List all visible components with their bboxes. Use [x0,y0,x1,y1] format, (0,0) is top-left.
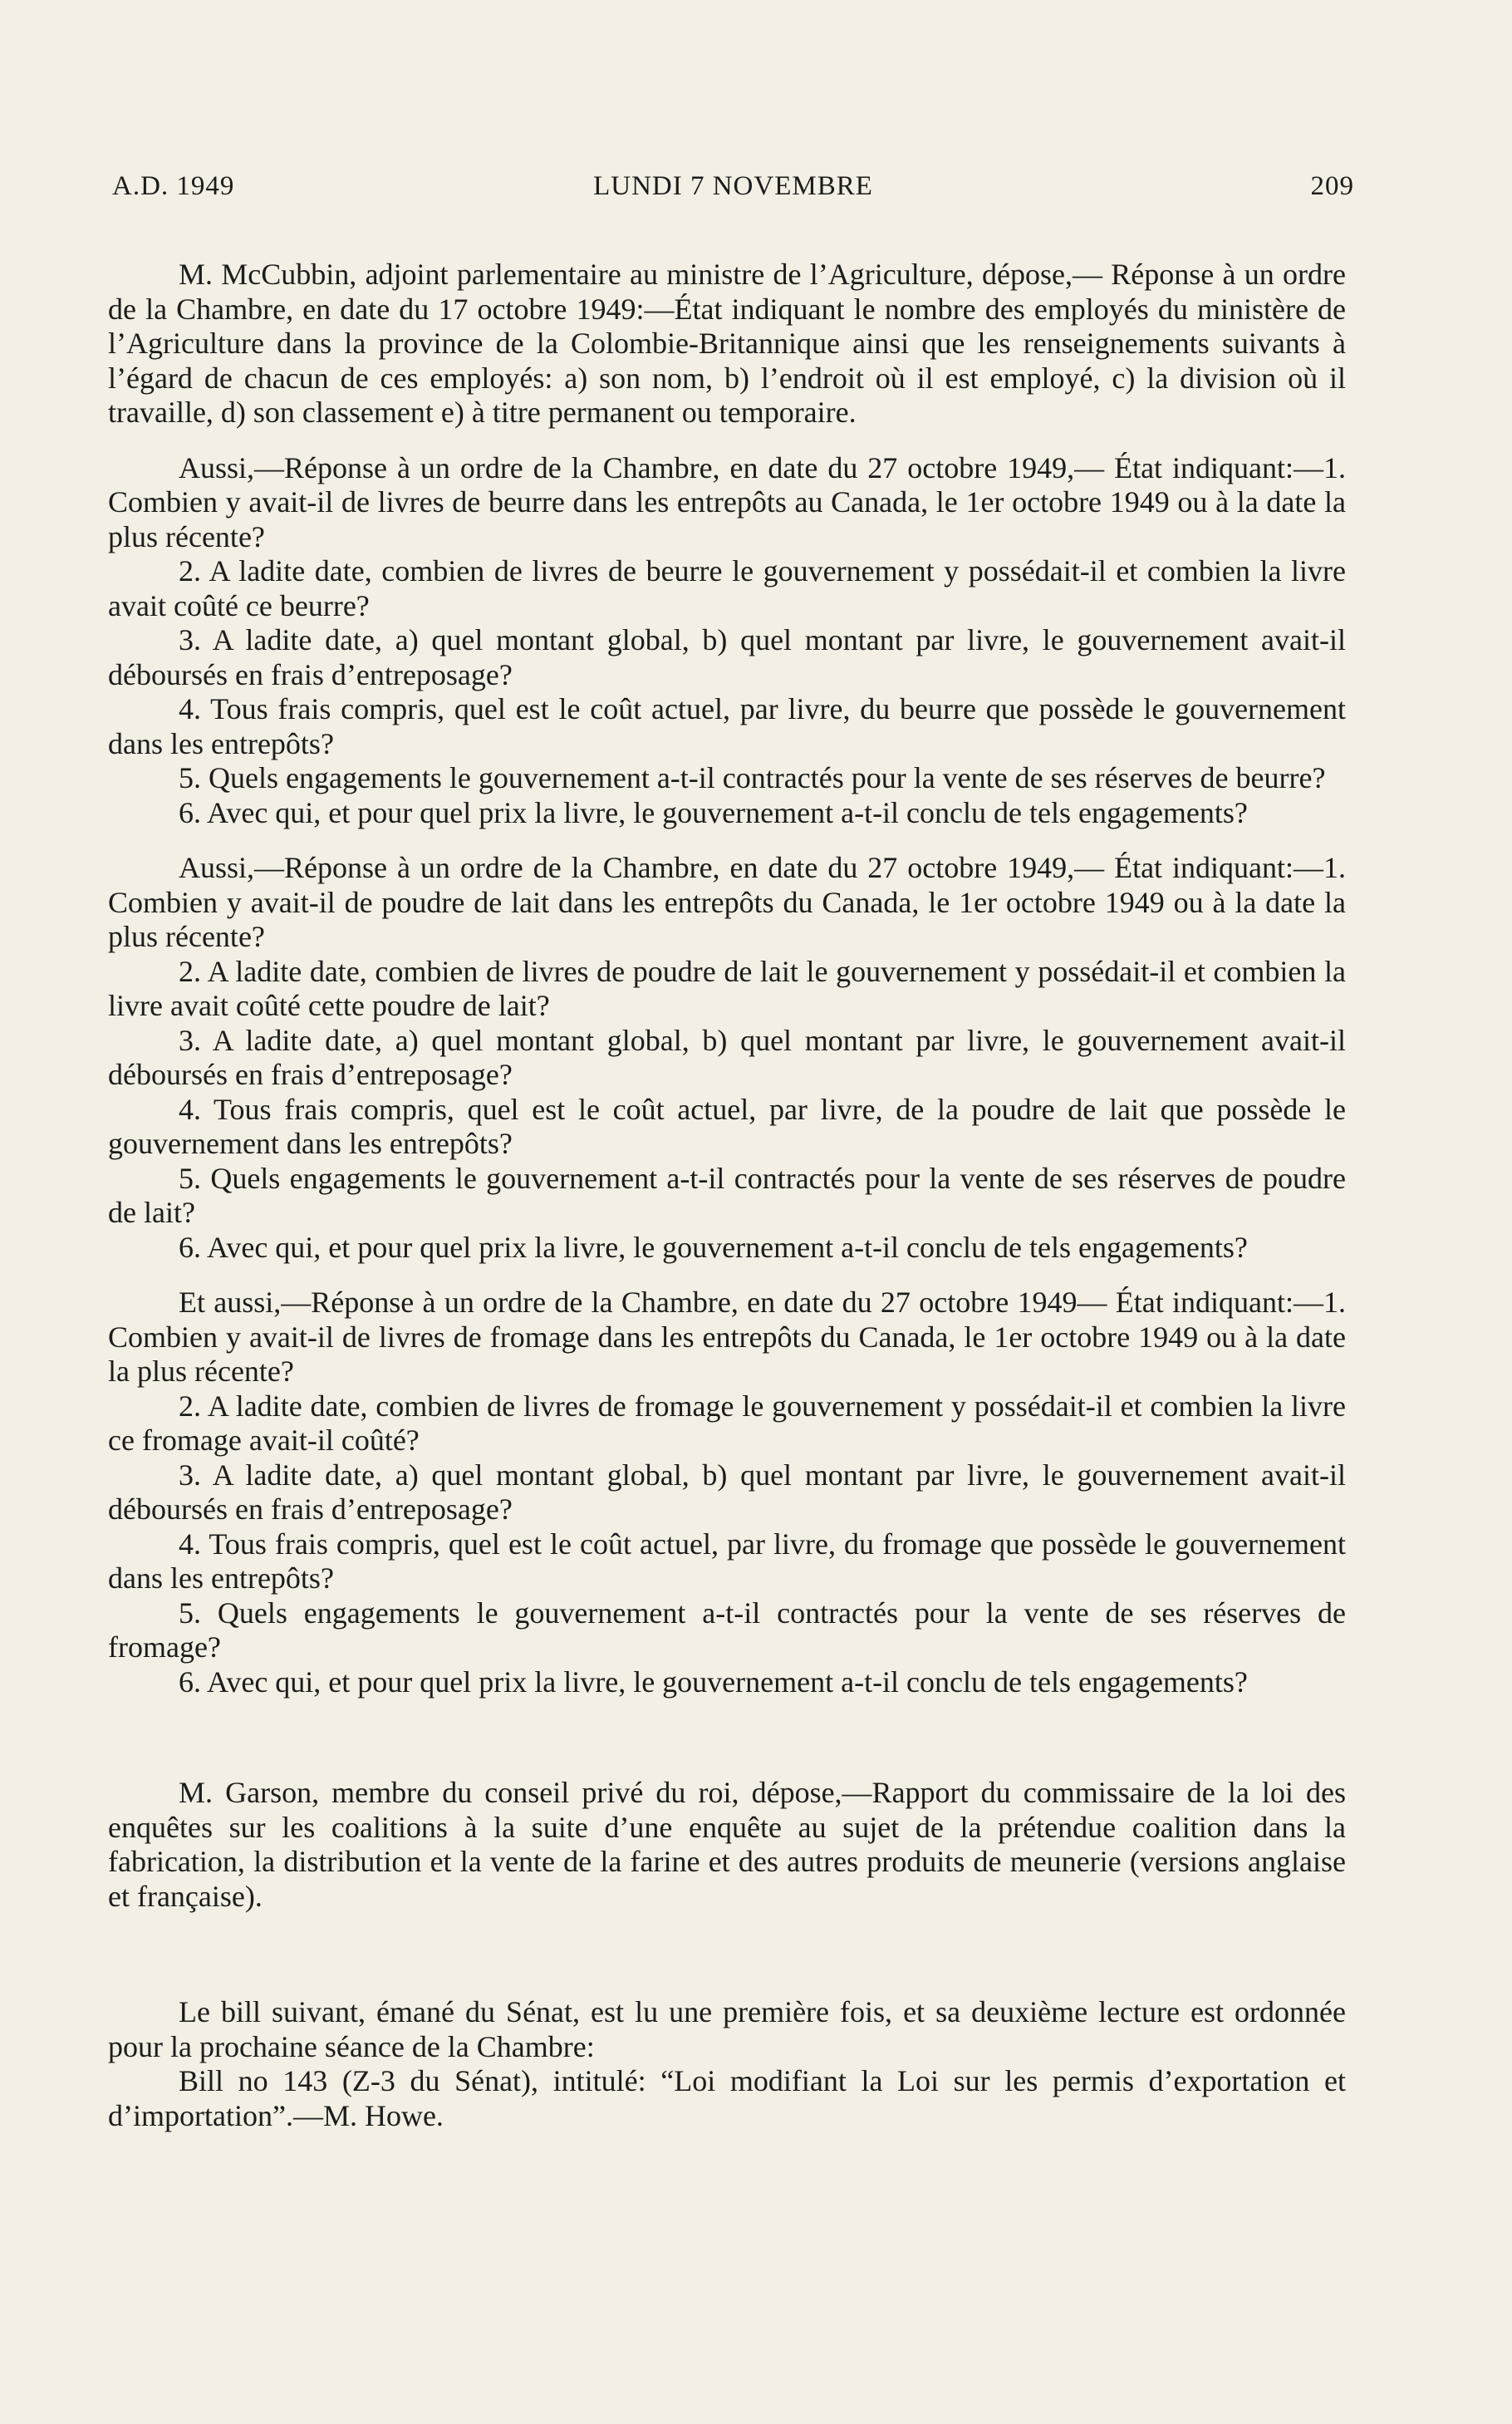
paragraph-fromage-q4: 4. Tous frais compris, quel est le coût actuel, par livre, du fromage que possède le gouvernement dans les entrepôts? [108,1527,1346,1595]
page-header [112,171,1354,214]
header-year: A.D. 1949 [112,171,235,201]
paragraph-mccubbin: M. McCubbin, adjoint parlementaire au ministre de l’Agriculture, dépose,— Réponse à un ordre de la Chambre, en date du 17 octobre 1949:—État indiquant le nombre des employés du ministère de l’Agriculture dans la province de la Colombie-Britannique ainsi que les renseignements suivants à l’égard de chacun de ces employés: a) son nom, b) l’endroit où il est employé, c) la division où il travaille, d) son classement e) à titre permanent ou temporaire. [108,258,1346,429]
paragraph-beurre-q5: 5. Quels engagements le gouvernement a-t-il contractés pour la vente de ses réserves de beurre? [179,761,1326,794]
paragraph-bill-senat: Le bill suivant, émané du Sénat, est lu une première fois, et sa deuxième lecture est ordonnée pour la prochaine séance de la Chambre: [108,1995,1346,2063]
paragraph-lait-q2: 2. A ladite date, combien de livres de poudre de lait le gouvernement y possédait-il et combien la livre avait coûté cette poudre de lait? [108,954,1346,1022]
paragraph-lait-intro: Aussi,—Réponse à un ordre de la Chambre, en date du 27 octobre 1949,— État indiquant:—1. Combien y avait-il de poudre de lait dans les entrepôts du Canada, le 1er octobre 1949 ou à la date la plus récente? [108,851,1346,953]
paragraph-garson: M. Garson, membre du conseil privé du roi, dépose,—Rapport du commissaire de la loi des enquêtes sur les coalitions à la suite d’une enquête au sujet de la prétendue coalition dans la fabrication, la distribution et la vente de la farine et des autres produits de meunerie (versions anglaise et française). [108,1776,1346,1913]
paragraph-lait-q6: 6. Avec qui, et pour quel prix la livre, le gouvernement a-t-il conclu de tels engagements? [179,1230,1248,1264]
paragraph-beurre-q4: 4. Tous frais compris, quel est le coût actuel, par livre, du beurre que possède le gouvernement dans les entrepôts? [108,692,1346,760]
paragraph-beurre-q3: 3. A ladite date, a) quel montant global, b) quel montant par livre, le gouvernement avait-il déboursés en frais d’entreposage? [108,623,1346,691]
document-body [108,258,1346,2133]
paragraph-beurre-q2: 2. A ladite date, combien de livres de beurre le gouvernement y possédait-il et combien la livre avait coûté ce beurre? [108,554,1346,622]
paragraph-fromage-q3: 3. A ladite date, a) quel montant global, b) quel montant par livre, le gouvernement avait-il déboursés en frais d’entreposage? [108,1458,1346,1526]
header-date: LUNDI 7 NOVEMBRE [593,171,873,201]
paragraph-lait-q5: 5. Quels engagements le gouvernement a-t-il contractés pour la vente de ses réserves de poudre de lait? [108,1161,1346,1229]
paragraph-fromage-q6: 6. Avec qui, et pour quel prix la livre, le gouvernement a-t-il conclu de tels engagements? [179,1664,1248,1699]
paragraph-lait-q3: 3. A ladite date, a) quel montant global, b) quel montant par livre, le gouvernement avait-il déboursés en frais d’entreposage? [108,1023,1346,1091]
paragraph-bill-143: Bill no 143 (Z-3 du Sénat), intitulé: “Loi modifiant la Loi sur les permis d’exportation et d’importation”.—M. Howe. [108,2064,1346,2132]
paragraph-fromage-q2: 2. A ladite date, combien de livres de fromage le gouvernement y possédait-il et combien la livre ce fromage avait-il coûté? [108,1389,1346,1457]
paragraph-lait-q4: 4. Tous frais compris, quel est le coût actuel, par livre, de la poudre de lait que possède le gouvernement dans les entrepôts? [108,1092,1346,1160]
page-number: 209 [1310,171,1354,201]
paragraph-fromage-intro: Et aussi,—Réponse à un ordre de la Chambre, en date du 27 octobre 1949— État indiquant:—1. Combien y avait-il de livres de fromage dans les entrepôts du Canada, le 1er octobre 1949 ou à la date la plus récente? [108,1286,1346,1388]
paragraph-beurre-intro: Aussi,—Réponse à un ordre de la Chambre, en date du 27 octobre 1949,— État indiquant:—1. Combien y avait-il de livres de beurre dans les entrepôts au Canada, le 1er octobre 1949 ou à la date la plus récente? [108,450,1346,553]
paragraph-beurre-q6: 6. Avec qui, et pour quel prix la livre, le gouvernement a-t-il conclu de tels engagements? [179,795,1248,829]
paragraph-fromage-q5: 5. Quels engagements le gouvernement a-t-il contractés pour la vente de ses réserves de fromage? [108,1596,1346,1664]
